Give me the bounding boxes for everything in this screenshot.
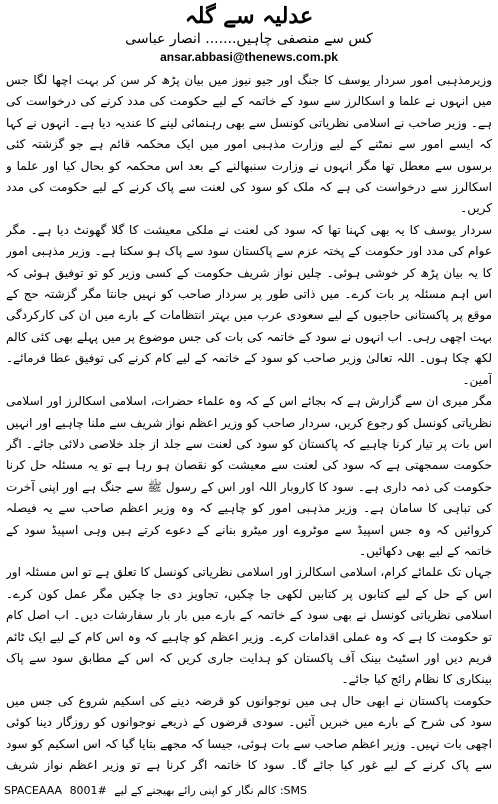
byline (0, 30, 498, 48)
article-paragraph: حکومت پاکستان نے ابھی حال ہی میں نوجوانوں کو قرضہ دینے کی اسکیم شروع کی جس میں سود کی شرح کے بارے میں خبریں آئیں۔ سودی قرضوں کے ذریعے نوجوانوں کو روزگار دینا کوئی اچھی بات نہیں۔ وزیر اعظم صاحب سے بات ہوئی، جیسا کہ مجھے بتایا گیا کہ اس اسکیم کو سود سے پاک کرنے کے لیے غور کیا جائے گا۔ سود کا خاتمہ اگر کرنا ہے تو وزیر اعظم نواز شریف (6, 693, 492, 772)
author-email: ansar.abbasi@thenews.com.pk (160, 50, 338, 64)
article-body (6, 70, 492, 775)
sms-footer (0, 782, 498, 802)
article-title: عدلیہ سے گلہ (184, 3, 314, 29)
article-paragraph: مگر میری ان سے گزارش ہے کہ بجائے اس کے کہ وہ علماء حضرات، اسلامی اسکالرز اور اسلامی نظریاتی کونسل کو رجوع کریں، سردار صاحب کو وزیر اعظم نواز شریف سے ملنا چاہیے اور انہیں اس بات پر تیار کرنا چاہیے کہ پاکستان کو سود کی لعنت سے جلد از جلد خلاصی دلائی جائے۔ اگر حکومت سمجھتی ہے کہ سود کی لعنت سے معیشت کو نقصان ہو رہا ہے تو یہ مسئلہ حل کرنا حکومت کی ذمہ داری ہے۔ سود کا کاروبار اللہ اور اس کے رسول ﷺ سے جنگ ہے اور اپنی آخرت کی تباہی کا سامان ہے۔ وزیر مذہبی امور کو چاہیے کہ وہ وزیر اعظم صاحب سے یہ فیصلہ کروائیں کہ وہ جس اسپیڈ سے موٹروے اور میٹرو بنانے کے دعوے کرتے ہیں وہی اسپیڈ سود کے خاتمہ کے لیے بھی دکھائیں۔ (6, 394, 492, 558)
byline-lead: کس سے منصفی چاہیں....... (205, 31, 373, 47)
sms-code: #SPACEAAA (4, 784, 107, 797)
column-header (0, 0, 498, 68)
article-paragraph: جہاں تک علمائے کرام، اسلامی اسکالرز اور اسلامی نظریاتی کونسل کا تعلق ہے تو اس مسئلہ اور اس کے حل کے لیے کتابوں پر کتابیں لکھی جا چکیں، تجاویز دی جا چکیں مگر عمل کون کرے۔ اسلامی نظریاتی کونسل نے بھی سود کے خاتمہ کے بارے میں بار بار سفارشات دیں۔ اب اصل کام تو حکومت کا ہے کہ وہ عملی اقدامات کرے۔ وزیر اعظم کو چاہیے کہ وہ اس کام کے لیے ایک ٹائم فریم دیں اور اسٹیٹ بینک آف پاکستان کو ہدایت جاری کریں کہ اس کے مطابق سود سے پاک بینکاری کا نظام رائج کیا جائے۔ (6, 565, 492, 687)
article-paragraph: سردار یوسف کا یہ بھی کہنا تھا کہ سود کی لعنت نے ملکی معیشت کا گلا گھونٹ دیا ہے۔ مگر عوام کی مدد اور حکومت کے پختہ عزم سے پاکستان سود سے پاک ہو سکتا ہے۔ وزیر مذہبی امور کا یہ بیان پڑھ کر خوشی ہوئی۔ چلیں نواز شریف حکومت کے کسی وزیر کو تو توفیق ہوئی کہ اس اہم مسئلہ پر بات کرے۔ میں ذاتی طور پر سردار صاحب کو نہیں جانتا مگر گزشتہ حج کے موقع پر پاکستانی حاجیوں کے لیے سعودی عرب میں بہتر انتظامات کے بارے میں ان کی کارکردگی بہت اچھی رہی۔ اب انہوں نے سود کے خاتمہ کی بات کی جس موضوع پر میں پہلے بھی کئی کالم لکھ چکا ہوں۔ اللہ تعالیٰ وزیر صاحب کو سود کے خاتمہ کے لیے کام کرنے کی توفیق عطا فرمائے۔ آمین۔ (6, 222, 492, 387)
sms-number: 8001 (69, 784, 98, 797)
sms-label: SMS: کالم نگار کو اپنی رائے بھیجنے کے لیے (114, 784, 308, 797)
article-paragraph: وزیرمذہبی امور سردار یوسف کا جنگ اور جیو نیوز میں بیان پڑھ کر سن کر بہت اچھا لگا جس میں انہوں نے علما و اسکالرز سے سود کے خاتمہ کے لیے حکومت کی مدد کرنے کی درخواست کی ہے۔ وزیر صاحب نے اسلامی نظریاتی کونسل سے بھی رہنمائی لینے کا عندیہ دیا ہے۔ انہوں نے کہا کہ ایسے امور سے نمٹنے کے لیے وزارت مذہبی امور میں ایک محکمہ قائم ہے جو گزشتہ کئی برسوں سے معطل تھا مگر انہوں نے وزارت سنبھالنے کے بعد اس محکمہ کو بحال کیا اور علما و اسکالرز سے درخواست کی ہے کہ ملک کو سود کی لعنت سے پاک کرنے کے لیے حکومت کی مدد کریں۔ (6, 73, 492, 216)
author-name: انصار عباسی (125, 31, 201, 47)
